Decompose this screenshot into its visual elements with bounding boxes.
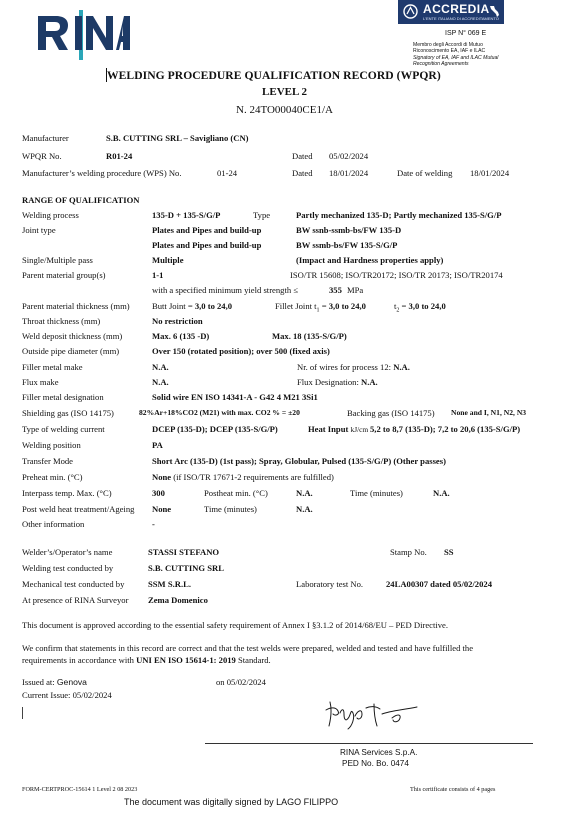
preheat-label: Preheat min. (°C) [22,472,83,482]
filler-designation-label: Filler metal designation [22,392,104,402]
heat-label: Heat Input [308,424,349,434]
interpass-value: 300 [152,488,165,498]
shielding-value: 82%Ar+18%CO2 (M21) with max. CO2 % = ±20 [139,408,300,417]
lab-value: 24LA00307 dated 05/02/2024 [386,579,492,589]
flux-designation [297,377,378,387]
fillet-value-2: 3,0 to 24,0 [408,301,446,311]
outside-diameter-label: Outside pipe diameter (mm) [22,346,120,356]
joint-type-detail-2: BW ssmb-bs/FW 135-S/G/P [296,240,398,250]
fillet-sub-1: 1 [316,307,320,314]
butt-value: 3,0 to 24,0 [194,301,233,311]
preheat-note: (if ISO/TR 17671-2 requirements are fulfilled) [171,472,334,482]
type-label: Type [253,210,271,220]
stamp-value: SS [444,547,454,557]
manufacturer-label: Manufacturer [22,133,69,143]
outside-diameter-value: Over 150 (rotated position); over 500 (fixed axis) [152,346,330,356]
confirm-line-2b: Standard. [235,655,271,665]
issued-on [216,677,266,687]
wires-label: Nr. of wires for process 12: [297,362,394,372]
approval-statement: This document is approved according to the essential safety requirement of Annex I §3.1.2 of 2014/68/EU – PED Directive. [22,620,448,630]
throat-value: No restriction [152,316,203,326]
isp-number: ISP N° 069 E [445,30,487,37]
wpqr-dated-label: Dated [292,151,313,161]
position-label: Welding position [22,440,81,450]
yield-text: with a specified minimum yield strength ≤ [152,285,299,295]
heat-input [308,424,368,435]
signature-org: RINA Services S.p.A. [340,748,418,757]
filler-make-label: Filler metal make [22,362,83,372]
current-label: Type of welding current [22,424,105,434]
wpqr-dated-value: 05/02/2024 [329,151,369,161]
flux-designation-label: Flux Designation: [297,377,361,387]
fillet-joint [275,301,366,316]
filler-make-value: N.A. [152,362,169,372]
date-welding-value: 18/01/2024 [470,168,510,178]
postheat-value: N.A. [296,488,313,498]
position-value: PA [152,440,163,450]
range-heading: RANGE OF QUALIFICATION [22,195,140,205]
fillet-sub-2: 2 [396,307,400,314]
accreditation-note-3: Signatory of EA, IAF and ILAC Mutual [413,55,499,61]
surveyor-value: Zema Domenico [148,595,208,605]
confirm-statement-line-1: We confirm that statements in this record are correct and that the test welds were prepared, welded and tested and have fulfilled the [22,643,474,653]
wps-dated-value: 18/01/2024 [329,168,369,178]
date-welding-label: Date of welding [397,168,453,178]
yield-value: 355 [329,285,342,295]
pwht-label: Post weld heat treatment/Ageing [22,504,135,514]
transfer-label: Transfer Mode [22,456,73,466]
issued-label: Issued at: [22,677,57,687]
butt-joint [152,301,232,311]
filler-designation-value: Solid wire EN ISO 14341-A - G42 4 M21 3Si1 [152,392,318,402]
joint-type-label: Joint type [22,225,56,235]
confirm-standard: UNI EN ISO 15614-1: 2019 [136,655,236,665]
confirm-line-2a: requirements in accordance with [22,655,137,665]
type-value: Partly mechanized 135-D; Partly mechanized 135-S/G/P [296,210,502,220]
preheat [152,472,334,482]
fillet-eq-2: = [399,301,409,311]
on-label: on [216,677,227,687]
footer-pages: This certificate consists of 4 pages [410,786,496,793]
text-cursor-mark [22,707,23,719]
footer-form: FORM-CERTPROC-15614 1 Level 2 08 2023 [22,786,138,793]
wps-label: Manufacturer’s welding procedure (WPS) No. [22,168,182,178]
thickness-label: Parent material thickness (mm) [22,301,130,311]
manufacturer-value: S.B. CUTTING SRL – Savigliano (CN) [106,133,249,143]
wpqr-label: WPQR No. [22,151,62,161]
welding-process-value: 135-D + 135-S/G/P [152,210,221,220]
joint-type-value-1: Plates and Pipes and build-up [152,225,262,235]
single-multiple-value: Multiple [152,255,184,265]
parent-group-label: Parent material group(s) [22,270,106,280]
document-number: N. 24TO00040CE1/A [236,104,333,116]
other-value: - [152,519,155,529]
wpqr-value: R01-24 [106,151,133,161]
current-issue [22,690,112,700]
signature-line [205,743,533,744]
pwht-time-label: Time (minutes) [204,504,257,514]
weld-deposit-label: Weld deposit thickness (mm) [22,331,123,341]
postheat-time-value: N.A. [433,488,450,498]
accredia-tagline: L'ENTE ITALIANO DI ACCREDITAMENTO [423,16,499,21]
welder-label: Welder’s/Operator’s name [22,547,113,557]
document-level: LEVEL 2 [262,86,307,98]
wires [297,362,410,372]
transfer-value: Short Arc (135-D) (1st pass); Spray, Globular, Pulsed (135-S/G/P) (Other passes) [152,456,446,466]
interpass-label: Interpass temp. Max. (°C) [22,488,112,498]
flux-make-label: Flux make [22,377,59,387]
accreditation-note-2: Riconoscimento EA, IAF e ILAC [413,48,486,54]
conducted-label: Welding test conducted by [22,563,114,573]
butt-label: Butt Joint = [152,301,195,311]
other-label: Other information [22,519,85,529]
handwritten-signature [322,696,427,732]
fillet-joint-t2 [394,301,446,316]
document-title: WELDING PROCEDURE QUALIFICATION RECORD (WPQR) [107,69,441,82]
current-value: DCEP (135-D); DCEP (135-S/G/P) [152,424,278,434]
fillet-value-1: 3,0 to 24,0 [328,301,366,311]
wps-value: 01-24 [217,168,238,178]
accreditation-note-4: Recognition Agreements [413,61,469,67]
heat-value: 5,2 to 8,7 (135-D); 7,2 to 20,6 (135-S/G/P) [370,424,521,434]
fillet-t2-label: t [394,301,397,311]
parent-group-refs: ISO/TR 15608; ISO/TR20172; ISO/TR 20173; ISO/TR20174 [290,270,503,280]
flux-make-value: N.A. [152,377,169,387]
conducted-value: S.B. CUTTING SRL [148,563,224,573]
confirm-statement-line-2 [22,655,271,665]
yield-unit: MPa [347,285,364,295]
joint-type-detail-1: BW ssnb-ssmb-bs/FW 135-D [296,225,402,235]
lab-label: Laboratory test No. [296,579,364,589]
welder-value: STASSI STEFANO [148,547,220,557]
footer-digital-signature: The document was digitally signed by LAGO FILIPPO [124,797,339,807]
current-issue-value: 05/02/2024 [72,690,112,700]
preheat-value: None [152,472,172,482]
joint-type-value-2: Plates and Pipes and build-up [152,240,262,250]
wires-value: N.A. [393,362,410,372]
rina-logo [36,10,131,60]
accredia-mark-icon [403,4,418,19]
throat-label: Throat thickness (mm) [22,316,101,326]
wps-dated-label: Dated [292,168,313,178]
issued-at [22,677,87,687]
surveyor-label: At presence of RINA Surveyor [22,595,129,605]
single-multiple-label: Single/Multiple pass [22,255,93,265]
single-multiple-note: (Impact and Hardness properties apply) [296,255,444,265]
weld-deposit-value-2: Max. 18 (135-S/G/P) [272,331,347,341]
shielding-label: Shielding gas (ISO 14175) [22,408,114,418]
postheat-time-label: Time (minutes) [350,488,403,498]
accredia-brand: ACCREDIA [423,2,490,16]
pwht-value: None [152,504,172,514]
backing-label: Backing gas (ISO 14175) [347,408,435,418]
mechanical-value: SSM S.R.L. [148,579,191,589]
signature-ped: PED No. Bo. 0474 [342,759,409,768]
accreditation-note-1: Membro degli Accordi di Mutuo [413,42,483,48]
flux-designation-value: N.A. [360,377,378,387]
welding-process-label: Welding process [22,210,79,220]
heat-unit: kJ/cm [350,425,369,434]
backing-value: None and I, N1, N2, N3 [451,408,527,417]
issued-value: Genova [56,677,87,687]
postheat-label: Postheat min. (°C) [204,488,268,498]
fillet-label: Fillet Joint t [275,301,317,311]
pwht-time-value: N.A. [296,504,313,514]
stamp-label: Stamp No. [390,547,427,557]
parent-group-value: 1-1 [152,270,164,280]
on-value: 05/02/2024 [226,677,266,687]
weld-deposit-value-1: Max. 6 (135 -D) [152,331,210,341]
italy-map-icon [488,5,500,19]
mechanical-label: Mechanical test conducted by [22,579,125,589]
fillet-eq-1: = [319,301,329,311]
current-issue-label: Current Issue: [22,690,73,700]
